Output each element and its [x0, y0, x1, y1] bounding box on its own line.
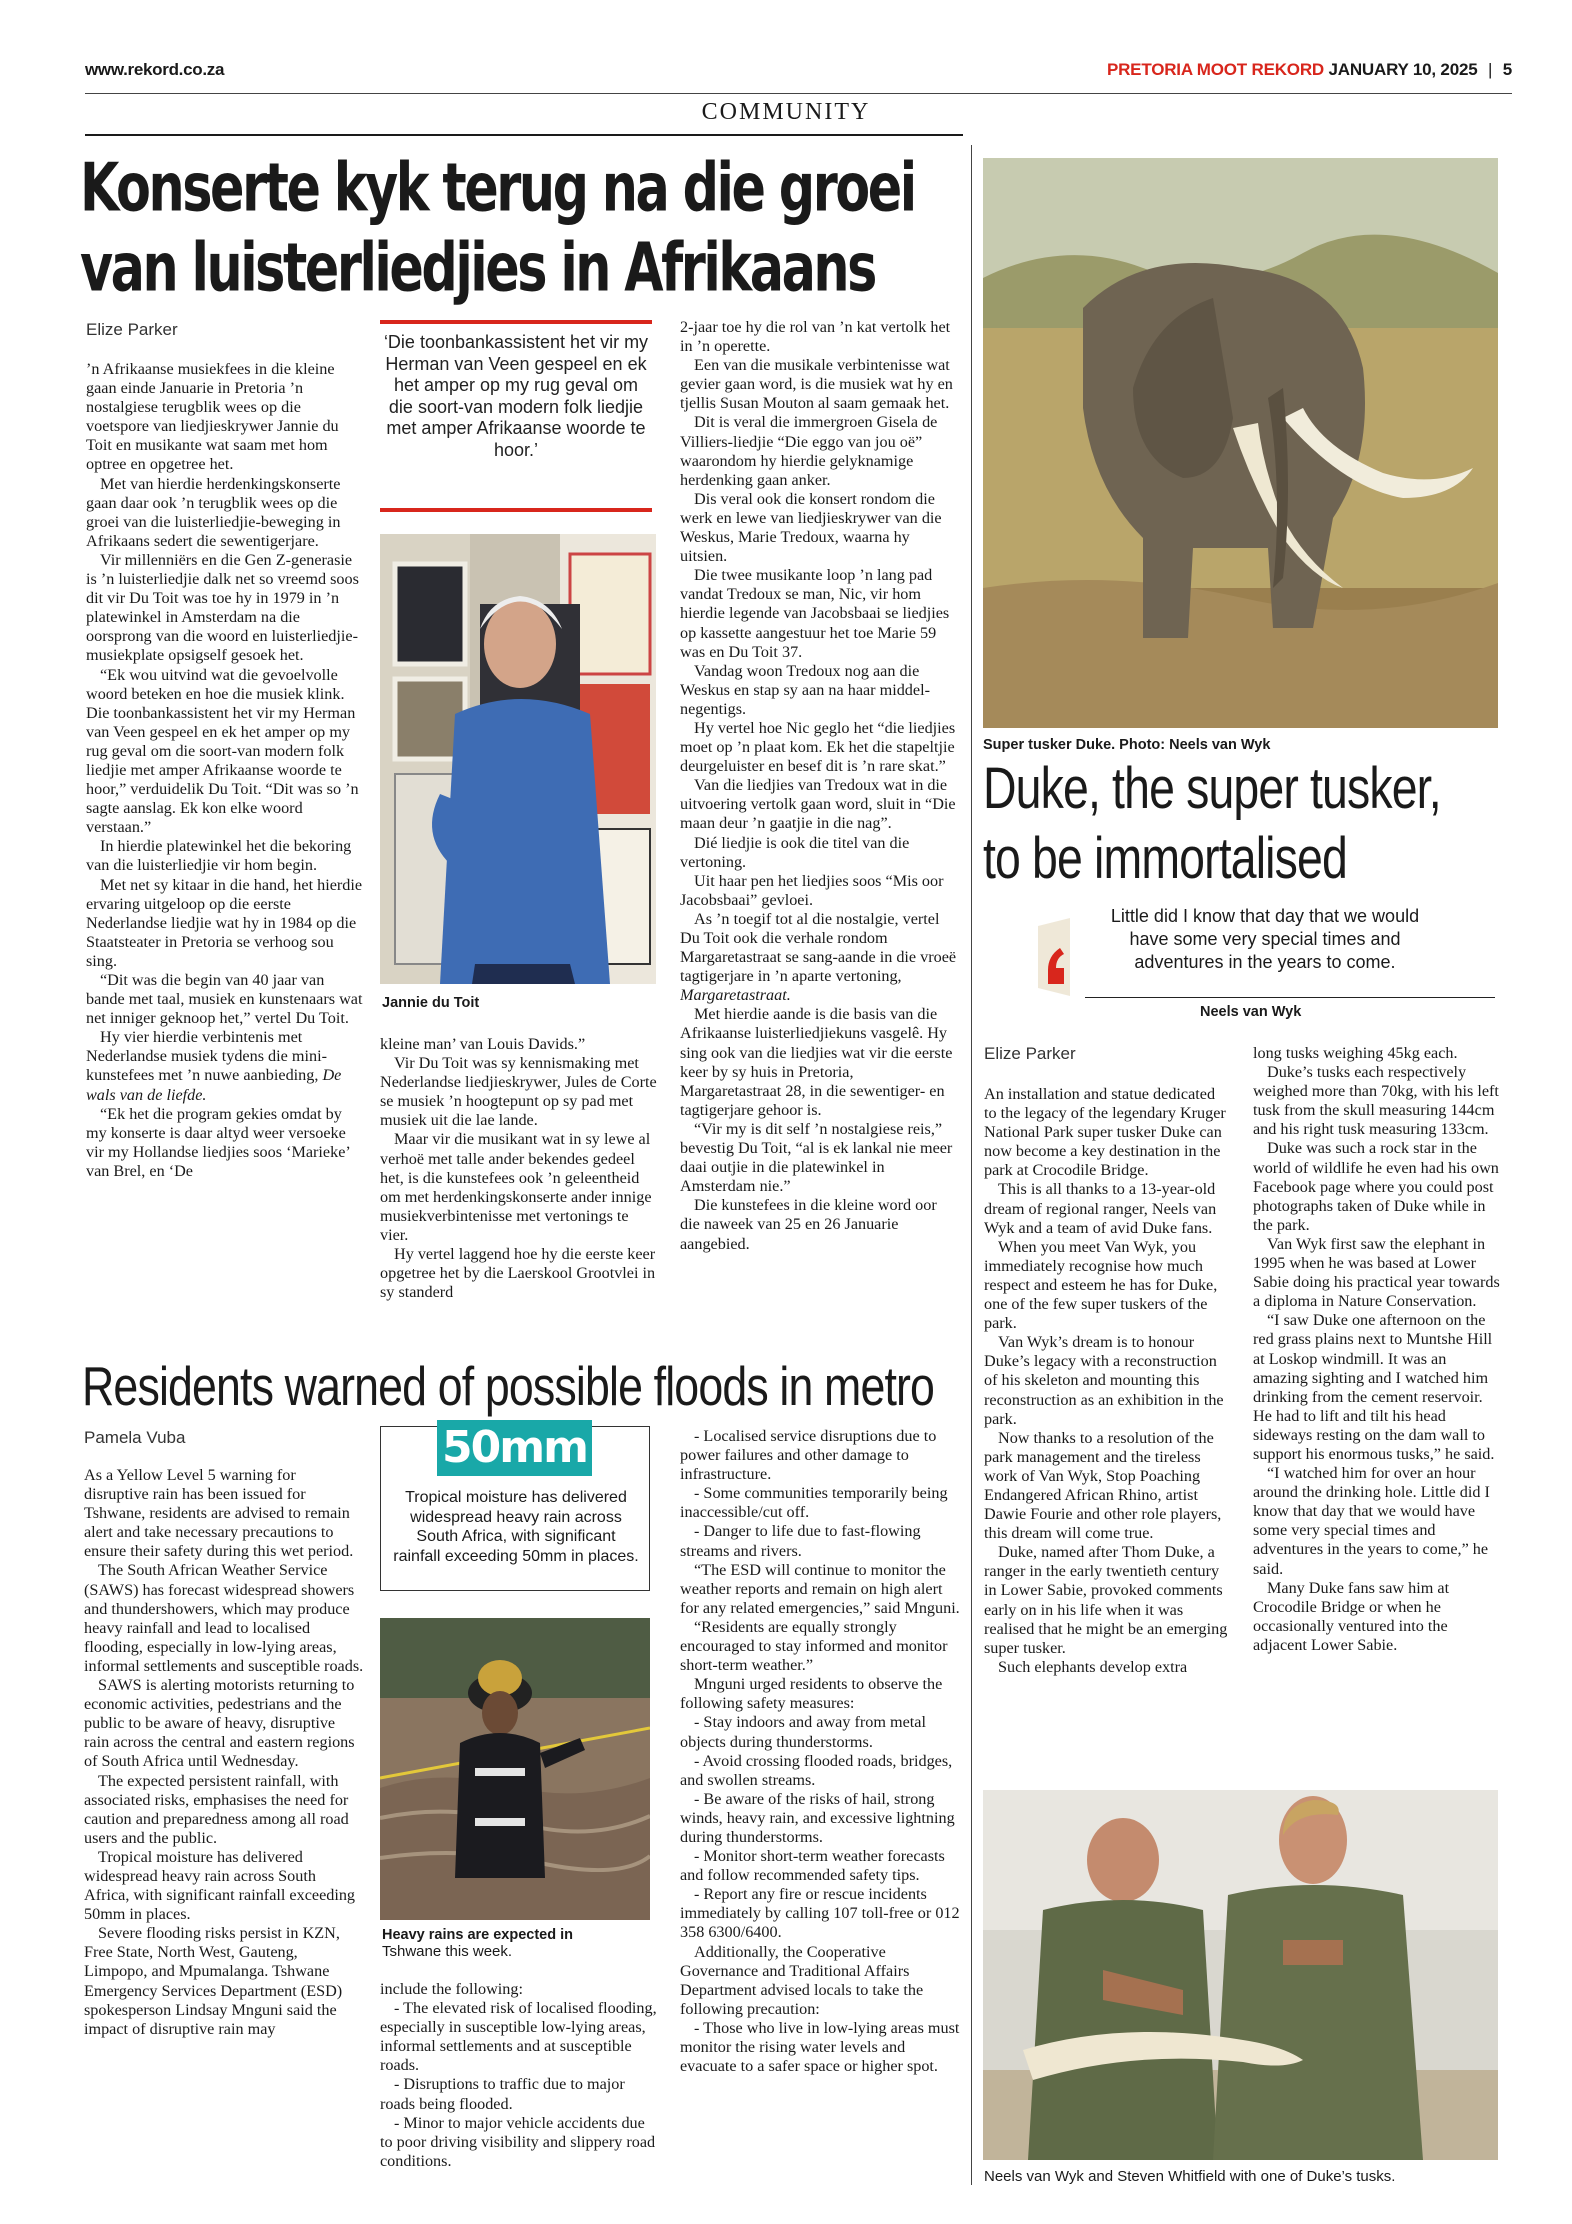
- paragraph: In hierdie platewinkel het die bekoring van die luisterliedjie vir hom begin.: [86, 837, 352, 875]
- paragraph: As a Yellow Level 5 warning for disruptive rain has been issued for Tshwane, residents are advised to remain alert and take necessary precautions to ensure their safety during this wet period.: [84, 1466, 354, 1561]
- flood-caption-rest: Tshwane this week.: [382, 1943, 513, 1960]
- rangers-photo-caption: Neels van Wyk and Steven Whitfield with one of Duke’s tusks.: [984, 2168, 1396, 2185]
- paragraph: Dit is veral die immergroen Gisela de Villiers-liedjie “Die eggo van jou oë” waarondom hy hierdie gelyknamige herdenking gaan anker.: [680, 413, 938, 489]
- section-rule: [85, 134, 963, 136]
- paragraph: “I watched him for over an hour around the drinking hole. Little did I know that day that we would have some very special times and adventures in the years to come,” he said.: [1253, 1464, 1490, 1578]
- rangers-with-tusk-photo: [983, 1790, 1498, 2160]
- article3-headline-line1: Duke, the super tusker,: [983, 756, 1441, 821]
- rainfall-figure: 50mm: [437, 1420, 592, 1476]
- paragraph-text: As ’n toegif tot al die nostalgie, vertel Du Toit ook die verhale rondom Margaretastraat se sang-aande in die vroeë tagtigerjare in ’n aparte vertoning,: [680, 909, 957, 986]
- pull-quote-rule-bottom: [380, 508, 652, 512]
- paragraph: Severe flooding risks persist in KZN, Free State, North West, Gauteng, Limpopo, and Mpumalanga. Tshwane Emergency Services Department (ESD) spokesperson Lindsay Mnguni said the impact of disruptive rain may: [84, 1924, 343, 2038]
- paragraph: - Some communities temporarily being inaccessible/cut off.: [680, 1484, 948, 1522]
- article2-column-1: [84, 1466, 364, 2176]
- paragraph: “Ek wou uitvind wat die gevoelvolle woord beteken en hoe die musiek klink. Die toonbankassistent het vir my Herman van Veen gespeel en ek het amper op my rug geval om die soort-van modern folk liedjie met amper Afrikaanse woorde te hoor,” verduidelik Du Toit. “Dit was so ’n sagte aanslag. Ek kon elke woord verstaan.”: [86, 665, 359, 837]
- paragraph: - Be aware of the risks of hail, strong winds, heavy rain, and excessive lightning during thunderstorms.: [680, 1789, 955, 1846]
- quote-mark-icon: [1030, 918, 1090, 996]
- paragraph-text: Hy vier hierdie verbintenis met Nederlandse musiek tydens die mini-kunstefees met ’n nuwe aanbieding,: [86, 1028, 327, 1085]
- paragraph: [680, 910, 958, 1005]
- paragraph: - Those who live in low-lying areas must monitor the rising water levels and evacuate to a safer space or higher spot.: [680, 2018, 960, 2076]
- paragraph: Van Wyk’s dream is to honour Duke’s legacy with a reconstruction of his skeleton and mounting this reconstruction as an exhibition in the park.: [984, 1333, 1224, 1428]
- italic-title: De wals van de liefde.: [86, 1066, 342, 1104]
- paragraph: “Vir my is dit self ’n nostalgiese reis,” bevestig Du Toit, “al is ek lankal nie meer daai outjie in die platewinkel in Amsterdam nie.”: [680, 1119, 953, 1196]
- paragraph: Tropical moisture has delivered widespread heavy rain across South Africa, with significant rainfall exceeding 50mm in places.: [84, 1847, 356, 1924]
- paragraph: SAWS is alerting motorists returning to economic activities, pedestrians and the public to be aware of heavy, disruptive rain across the central and eastern regions of South Africa until Wednesday.: [84, 1676, 355, 1771]
- paragraph: The South African Weather Service (SAWS) has forecast widespread showers and thundershowers, which may produce heavy rainfall and lead to localised flooding, especially in low-lying areas, informal settlements and susceptible roads.: [84, 1561, 364, 1675]
- paragraph: “Dit was die begin van 40 jaar van bande met taal, musiek en kunstenaars wat net inniger geknoop het,” vertel Du Toit.: [86, 971, 363, 1028]
- paragraph: Duke, named after Thom Duke, a ranger in the early twentieth century in Lower Sabie, provoked comments early on in his life when it was realised that he might be an emerging super tusker.: [984, 1543, 1228, 1657]
- paragraph: Duke was such a rock star in the world of wildlife he even had his own Facebook page where you could post photographs taken of Duke while in the park.: [1253, 1139, 1499, 1234]
- article3-column-2: [1253, 1044, 1501, 1776]
- paragraph: Such elephants develop extra: [998, 1657, 1188, 1676]
- italic-title: Margaretastraat.: [680, 986, 791, 1005]
- article3-pull-quote: Little did I know that day that we would have some very special times and adventures in the years to come.: [1110, 906, 1420, 972]
- paragraph: Dis veral ook die konsert rondom die werk en lewe van liedjieskrywer van die Weskus, Marie Tredoux, waarna hy uitsien.: [680, 489, 942, 566]
- section-label: COMMUNITY: [701, 99, 871, 125]
- paragraph: Uit haar pen het liedjies soos “Mis oor Jacobsbaai” gevloei.: [680, 871, 944, 909]
- paragraph: [86, 1028, 366, 1104]
- paragraph: “The ESD will continue to monitor the weather reports and remain on high alert for any related emergencies,” said Mnguni.: [680, 1560, 960, 1617]
- paragraph: Vandag woon Tredoux nog aan die Weskus en stap sy aan na haar middel-negentigs.: [680, 661, 930, 718]
- article3-byline: Elize Parker: [984, 1044, 1076, 1063]
- article3-headline-line2: to be immortalised: [983, 826, 1347, 891]
- paragraph: Met net sy kitaar in die hand, het hierdie ervaring uitgeloop op die eerste Nederlandse liedjie wat hy in 1984 op die Staatsteater in Pretoria se verhoog sou sing.: [86, 875, 363, 970]
- paragraph: Hy vertel laggend hoe hy die eerste keer opgetree het by die Laerskool Grootvlei in sy standerd: [380, 1245, 656, 1302]
- rainfall-factbox-text: Tropical moisture has delivered widespread heavy rain across South Africa, with significant rainfall exceeding 50mm in places.: [393, 1489, 639, 1565]
- paragraph: Die twee musikante loop ’n lang pad vandat Tredoux se man, Nic, vir hom hierdie legende van Jacobsbaai se liedjies op kassette aangestuur het toe Marie 59 was en Du Toit 37.: [680, 566, 950, 661]
- article3-column-1: [984, 1085, 1229, 1775]
- column-divider: [971, 145, 972, 2185]
- article1-byline: Elize Parker: [86, 320, 178, 339]
- paragraph: - Minor to major vehicle accidents due to poor driving visibility and slippery road conditions.: [380, 2113, 656, 2170]
- paragraph: kleine man’ van Louis Davids.”: [380, 1035, 586, 1053]
- pull-quote-rule-top: [380, 320, 652, 324]
- flood-caption-lead: Heavy rains are expected in: [382, 1927, 574, 1943]
- article2-column-3: [680, 1427, 962, 2177]
- paragraph: Hy vertel hoe Nic geglo het “die liedjies moet op ’n plaat kom. Ek het die stapeltjie deurgeluister en besef dit is ’n rare skat.”: [680, 718, 956, 776]
- masthead-separator: |: [1487, 60, 1493, 79]
- paragraph: Een van die musikale verbintenisse wat gevier gaan word, is die musiek wat hy en tjellis Susan Mouton al saam gemaak het.: [680, 356, 953, 413]
- paragraph: - Monitor short-term weather forecasts and follow recommended safety tips.: [680, 1847, 945, 1885]
- paragraph: “Residents are equally strongly encouraged to stay informed and monitor short-term weather.”: [680, 1617, 948, 1675]
- article1-column-1: [86, 360, 366, 1345]
- article2-byline: Pamela Vuba: [84, 1428, 186, 1447]
- paragraph: Many Duke fans saw him at Crocodile Bridge or when he occasionally ventured into the adjacent Lower Sabie.: [1253, 1578, 1450, 1654]
- paragraph: - Report any fire or rescue incidents immediately by calling 107 toll-free or 012 358 6300/6400.: [680, 1885, 960, 1942]
- paragraph: Met van hierdie herdenkingskonserte gaan daar ook ’n terugblik wees op die groei van die luisterliedjie-beweging in Afrikaans sedert die sewentigerjare.: [86, 474, 341, 550]
- flood-photo-caption: [382, 1927, 652, 1960]
- paragraph: Additionally, the Cooperative Governance and Traditional Affairs Department advised locals to take the following precaution:: [680, 1942, 924, 2018]
- paragraph: Die kunstefees in die kleine word oor die naweek van 25 en 26 Januarie aangebied.: [680, 1196, 937, 1253]
- article1-headline-line2: van luisterliedjies in Afrikaans: [80, 228, 875, 307]
- site-url[interactable]: www.rekord.co.za: [85, 60, 225, 79]
- paragraph: Met hierdie aande is die basis van die Afrikaanse luisterliedjiekuns vasgelê. Hy sing ook van die liedjies wat vir die eerste keer by sy huis in Pretoria, Margaretastraat 28, in die sewentiger- en tagtigerjare gehoor is.: [680, 1005, 953, 1119]
- paragraph: This is all thanks to a 13-year-old dream of regional ranger, Neels van Wyk and a team of avid Duke fans.: [984, 1180, 1217, 1237]
- article1-pull-quote: ‘Die toonbankassistent het vir my Herman van Veen gespeel en ek het amper op my rug geval om die soort-van modern folk liedjie met amper Afrikaanse woorde te hoor.’: [383, 332, 649, 460]
- pull-quote-rule: [1085, 997, 1495, 998]
- paragraph: - The elevated risk of localised flooding, especially in susceptible low-lying areas, informal settlements and at susceptible roads.: [380, 1999, 657, 2075]
- article1-column-3: [680, 318, 958, 1348]
- article1-headline-line1: Konserte kyk terug na die groei: [80, 148, 915, 227]
- top-rule: [85, 93, 1512, 94]
- paragraph: ’n Afrikaanse musiekfees in die kleine gaan einde Januarie in Pretoria ’n nostalgiese terugblik wees op die voetspore van liedjieskrywer Jannie du Toit en musikante wat saam met hom optree en opgetree het.: [86, 360, 339, 474]
- paragraph: Vir millenniërs en die Gen Z-generasie is ’n luisterliedjie dalk net so vreemd soos dit vir Du Toit was toe hy in 1979 in ’n platewinkel in Amsterdam na die oorsprong van die woord en luisterliedjie-musiekplate opsigself gesoek het.: [86, 550, 359, 665]
- jannie-du-toit-photo: [380, 534, 656, 984]
- duke-photo-caption: Super tusker Duke. Photo: Neels van Wyk: [983, 737, 1271, 753]
- paragraph: When you meet Van Wyk, you immediately recognise how much respect and esteem he has for Duke, one of the few super tuskers of the park.: [984, 1237, 1218, 1333]
- paragraph: Van Wyk first saw the elephant in 1995 when he was based at Lower Sabie doing his practical year towards a diploma in Nature Conservation.: [1253, 1234, 1500, 1311]
- paragraph: Duke’s tusks each respectively weighed more than 70kg, with his left tusk from the skull measuring 144cm and his right tusk measuring 133cm.: [1253, 1063, 1499, 1139]
- paragraph: An installation and statue dedicated to the legacy of the legendary Kruger National Park super tusker Duke can now become a key destination in the park at Crocodile Bridge.: [984, 1085, 1226, 1180]
- duke-elephant-photo: [983, 158, 1498, 728]
- paragraph: Mnguni urged residents to observe the following safety measures:: [680, 1675, 943, 1713]
- paragraph: 2-jaar toe hy die rol van ’n kat vertolk het in ’n operette.: [680, 318, 951, 356]
- article1-column-2: [380, 1035, 658, 1345]
- masthead-right: [1107, 60, 1512, 80]
- paragraph: include the following:: [380, 1980, 523, 1998]
- paragraph: “I saw Duke one afternoon on the red grass plains next to Muntshe Hill at Loskop windmill. It was an amazing sighting and I watched him drinking from the cement reservoir. He had to lift and tilt his head sideways resting on the dam wall to support his enormous tusks,” he said.: [1253, 1311, 1495, 1463]
- paragraph: Dié liedjie is ook die titel van die vertoning.: [680, 833, 910, 871]
- paragraph: Vir Du Toit was sy kennismaking met Nederlandse liedjieskrywer, Jules de Corte se musiek ’n hoogtepunt op sy pad met musiek uit die lae lande.: [380, 1054, 657, 1130]
- paragraph: long tusks weighing 45kg each.: [1253, 1044, 1458, 1062]
- jannie-photo-caption: Jannie du Toit: [382, 995, 480, 1011]
- page-number: 5: [1502, 60, 1512, 79]
- paragraph: The expected persistent rainfall, with associated risks, emphasises the need for caution and preparedness among all road users and the public.: [84, 1771, 349, 1847]
- publication-name: PRETORIA MOOT REKORD: [1106, 60, 1324, 79]
- flood-rescue-photo: [380, 1618, 650, 1920]
- article2-column-2: [380, 1980, 658, 2175]
- paragraph: - Localised service disruptions due to power failures and other damage to infrastructure.: [680, 1427, 937, 1484]
- paragraph: “Ek het die program gekies omdat by my konserte is daar altyd weer versoeke vir my Hollandse liedjies soos ‘Marieke’ van Brel, en ‘De: [86, 1104, 350, 1180]
- paragraph: - Stay indoors and away from metal objects during thunderstorms.: [680, 1713, 926, 1751]
- issue-date: JANUARY 10, 2025: [1328, 60, 1478, 79]
- article2-headline: Residents warned of possible floods in metro: [82, 1356, 935, 1418]
- paragraph: Maar vir die musikant wat in sy lewe al verhoë met talle ander bekendes gedeel het, is die kunstefees ook ’n geleentheid om met herdenkingskonserte ander innige musiekverbintenisse met vertonings te vier.: [380, 1130, 652, 1244]
- paragraph: - Avoid crossing flooded roads, bridges, and swollen streams.: [680, 1751, 953, 1789]
- pull-quote-author: Neels van Wyk: [1200, 1004, 1302, 1020]
- paragraph: - Disruptions to traffic due to major roads being flooded.: [380, 2075, 625, 2113]
- paragraph: Van die liedjies van Tredoux wat in die uitvoering vertolk gaan word, sluit in “Die maan deur ’n gaatjie in die nag”.: [680, 776, 956, 833]
- paragraph: Now thanks to a resolution of the park management and the tireless work of Van Wyk, Stop Poaching Endangered African Rhino, artist Dawie Fourie and other role players, this dream will come true.: [984, 1428, 1222, 1543]
- paragraph: - Danger to life due to fast-flowing streams and rivers.: [680, 1522, 921, 1560]
